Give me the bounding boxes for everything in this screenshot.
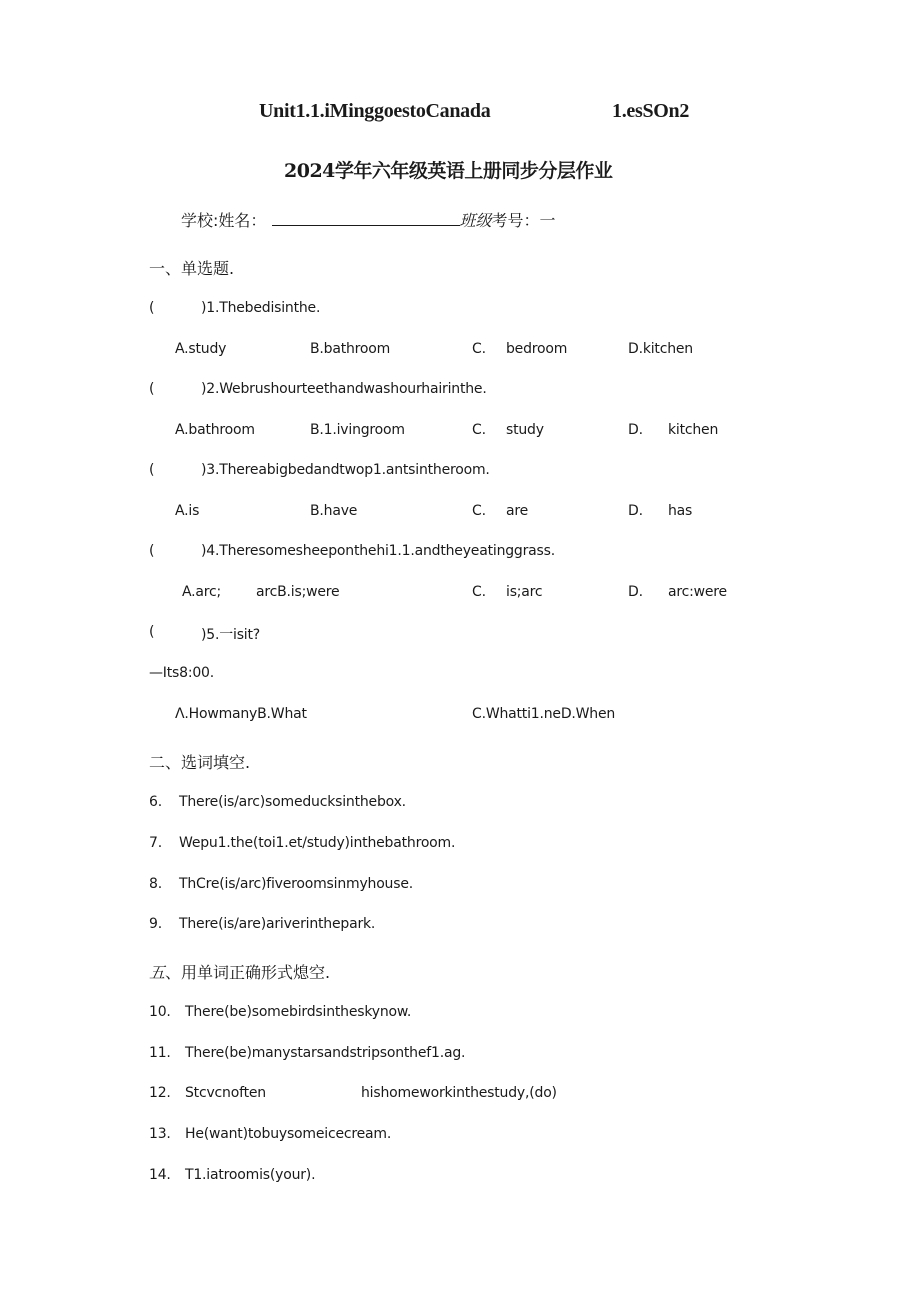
- lesson-label: 1.esSOn2: [612, 100, 690, 122]
- form-item-text: Stcvcnoften: [185, 1085, 266, 1101]
- option-d-label: D.: [628, 503, 643, 519]
- option-c-label: C.: [472, 584, 486, 600]
- option-a: A.is: [175, 503, 200, 519]
- option-d-text: kitchen: [668, 422, 719, 438]
- question-paren: (: [149, 543, 155, 559]
- option-d: D.kitchen: [628, 341, 693, 357]
- fill-item-text: There(is/arc)someducksinthebox.: [179, 794, 406, 810]
- option-a-b: Λ.HowmanyB.What: [175, 706, 307, 722]
- item-number: 8.: [149, 876, 162, 892]
- school-name-label: 学校:姓名：: [181, 211, 267, 230]
- option-c-text: are: [506, 503, 529, 519]
- option-b: arcB.is;were: [256, 584, 340, 600]
- question-stem: )3.Thereabigbedandtwop1.antsintheroom.: [201, 462, 490, 478]
- question-paren: (: [149, 300, 155, 316]
- option-c-text: study: [506, 422, 544, 438]
- student-info-line: [181, 208, 556, 231]
- section-title: 、用单词正确形式熄空.: [165, 963, 331, 982]
- option-a: A.arc;: [182, 584, 222, 600]
- fill-item-text: ThCre(is/arc)fiveroomsinmyhouse.: [179, 876, 413, 892]
- option-d-label: D.: [628, 422, 643, 438]
- option-b: B.bathroom: [310, 341, 391, 357]
- question-paren: (: [149, 624, 155, 640]
- option-c-label: C.: [472, 341, 486, 357]
- fill-item-text: Wepu1.the(toi1.et/study)inthebathroom.: [179, 835, 456, 851]
- form-item-text: There(be)manystarsandstripsonthef1.ag.: [185, 1045, 466, 1061]
- question-stem: )2.Webrushourteethandwashourhairinthe.: [201, 381, 487, 397]
- option-b: B.1.ivingroom: [310, 422, 405, 438]
- question-paren: (: [149, 462, 155, 478]
- section-heading-word-choice: 二、选词填空.: [149, 753, 251, 772]
- item-number: 10.: [149, 1004, 171, 1020]
- option-c-text: is;arc: [506, 584, 543, 600]
- question-paren: (: [149, 381, 155, 397]
- class-label: 班级: [459, 211, 492, 230]
- section-number: 五: [149, 963, 166, 982]
- page-subtitle: 2024学年六年级英语上册同步分层作业: [284, 160, 613, 182]
- fill-item-text: There(is/are)ariverinthepark.: [179, 916, 376, 932]
- exam-number-label: 考号：一: [491, 211, 556, 230]
- form-item-text: T1.iatroomis(your).: [185, 1167, 316, 1183]
- form-item-text-continued: hishomeworkinthestudy,(do): [361, 1085, 557, 1101]
- question-stem: )1.Thebedisinthe.: [201, 300, 321, 316]
- section-heading-single-choice: 一、单选题.: [149, 259, 235, 278]
- option-c-label: C.: [472, 422, 486, 438]
- dialogue-answer: —Its8:00.: [149, 665, 215, 681]
- option-d-text: has: [668, 503, 693, 519]
- option-a: A.bathroom: [175, 422, 255, 438]
- page-title: Unit1.1.iMinggoestoCanada: [259, 100, 491, 122]
- item-number: 7.: [149, 835, 162, 851]
- item-number: 11.: [149, 1045, 171, 1061]
- form-item-text: He(want)tobuysomeicecream.: [185, 1126, 392, 1142]
- item-number: 14.: [149, 1167, 171, 1183]
- item-number: 6.: [149, 794, 162, 810]
- item-number: 12.: [149, 1085, 171, 1101]
- option-a: A.study: [175, 341, 227, 357]
- option-c-d: C.Whatti1.neD.When: [472, 706, 616, 722]
- section-heading-word-form: [149, 960, 330, 983]
- option-d-label: D.: [628, 584, 643, 600]
- name-blank: [272, 211, 460, 226]
- question-stem: )4.Theresomesheeponthehi1.1.andtheyeatinggrass.: [201, 543, 555, 559]
- form-item-text: There(be)somebirdsintheskynow.: [185, 1004, 412, 1020]
- item-number: 13.: [149, 1126, 171, 1142]
- option-b: B.have: [310, 503, 358, 519]
- item-number: 9.: [149, 916, 162, 932]
- option-c-text: bedroom: [506, 341, 568, 357]
- option-c-label: C.: [472, 503, 486, 519]
- option-d-text: arc:were: [668, 584, 727, 600]
- question-stem: )5.一isit?: [201, 627, 261, 643]
